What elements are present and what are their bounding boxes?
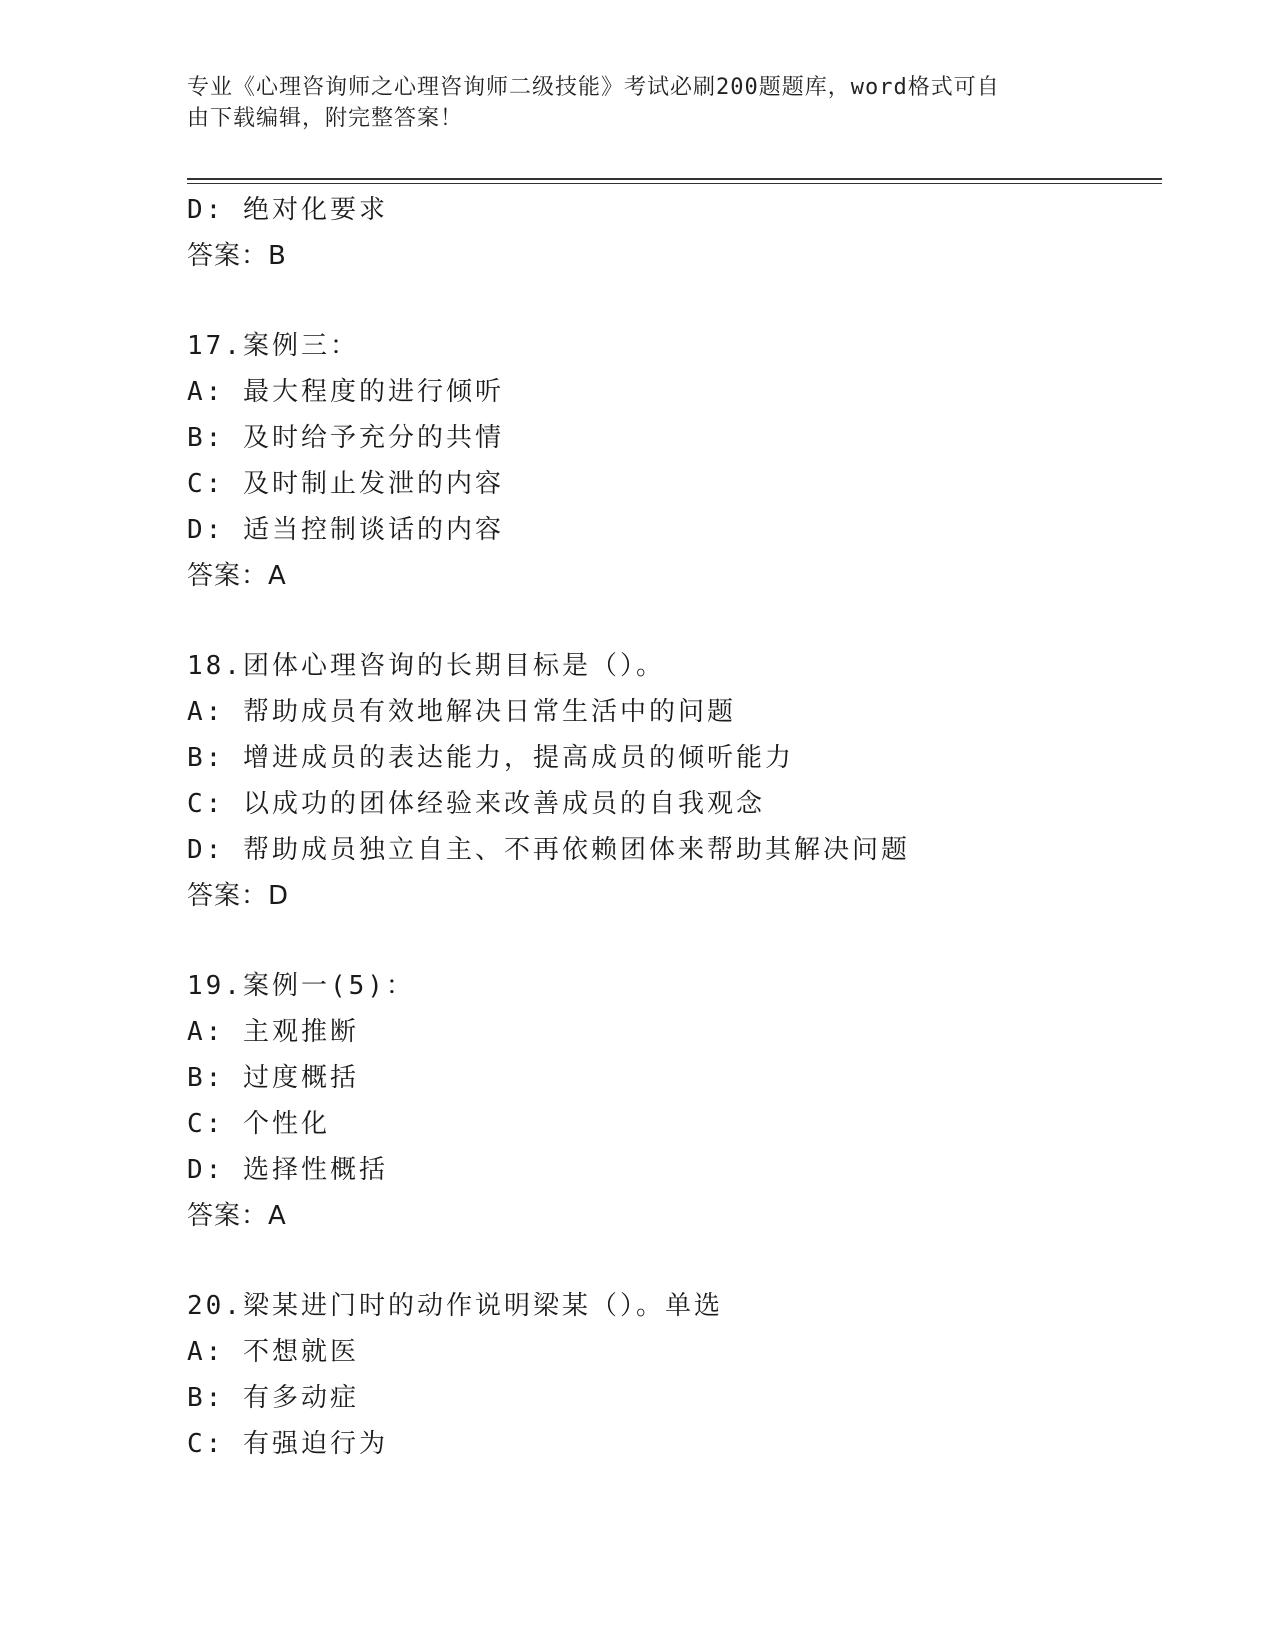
prev-option-d: D: 绝对化要求 — [187, 195, 388, 225]
question-stem: 17.案例三： — [187, 331, 359, 361]
question-list — [187, 187, 1162, 1467]
option-b: B: 有多动症 — [187, 1383, 359, 1413]
page-header — [187, 72, 1087, 134]
question-stem: 19.案例一(5)： — [187, 971, 415, 1001]
question-17 — [187, 323, 1162, 599]
option-a: A: 不想就医 — [187, 1337, 359, 1367]
header-line-1: 专业《心理咨询师之心理咨询师二级技能》考试必刷200题题库，word格式可自 — [187, 75, 1000, 100]
header-divider-thick — [187, 178, 1162, 180]
header-line-2: 由下载编辑，附完整答案！ — [187, 106, 464, 131]
option-a: A: 帮助成员有效地解决日常生活中的问题 — [187, 697, 736, 727]
option-d: D: 帮助成员独立自主、不再依赖团体来帮助其解决问题 — [187, 835, 910, 865]
spacer — [187, 919, 1162, 963]
spacer — [187, 1239, 1162, 1283]
option-d: D: 适当控制谈话的内容 — [187, 515, 504, 545]
option-c: C: 有强迫行为 — [187, 1429, 388, 1459]
question-stem: 20.梁某进门时的动作说明梁某（）。单选 — [187, 1291, 723, 1321]
option-c: C: 以成功的团体经验来改善成员的自我观念 — [187, 789, 765, 819]
header-divider-thin — [187, 183, 1162, 184]
option-c: C: 及时制止发泄的内容 — [187, 469, 504, 499]
spacer — [187, 279, 1162, 323]
prev-answer: 答案：B — [187, 241, 287, 271]
answer: 答案：D — [187, 881, 290, 911]
option-b: B: 增进成员的表达能力，提高成员的倾听能力 — [187, 743, 794, 773]
spacer — [187, 599, 1162, 643]
option-a: A: 最大程度的进行倾听 — [187, 377, 504, 407]
option-a: A: 主观推断 — [187, 1017, 359, 1047]
question-stem: 18.团体心理咨询的长期目标是（）。 — [187, 651, 665, 681]
answer: 答案：A — [187, 561, 287, 591]
question-19 — [187, 963, 1162, 1239]
option-b: B: 及时给予充分的共情 — [187, 423, 504, 453]
question-18 — [187, 643, 1162, 919]
option-b: B: 过度概括 — [187, 1063, 359, 1093]
option-d: D: 选择性概括 — [187, 1155, 388, 1185]
answer: 答案：A — [187, 1201, 287, 1231]
option-c: C: 个性化 — [187, 1109, 330, 1139]
question-20 — [187, 1283, 1162, 1467]
